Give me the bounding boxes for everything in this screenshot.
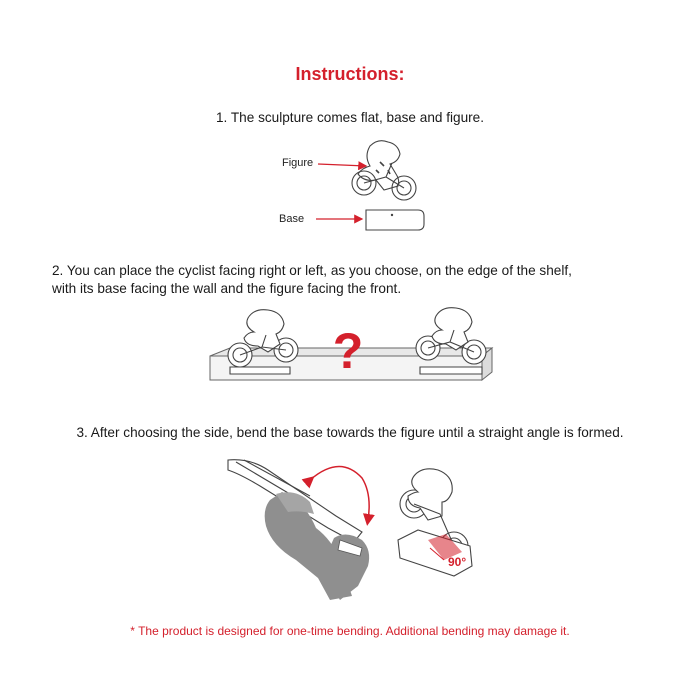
angle-label: 90° [448, 555, 467, 569]
page-title: Instructions: [295, 64, 405, 84]
figure-label: Figure [282, 157, 314, 169]
step-3-text: 3. After choosing the side, bend the base towards the figure until a straight angle is formed. [76, 425, 624, 440]
step-2-text-line-1: 2. You can place the cyclist facing right or left, as you choose, on the edge of the shelf, [52, 263, 572, 278]
question-mark-icon: ? [332, 323, 364, 379]
step-1-text: 1. The sculpture comes flat, base and figure. [216, 110, 484, 125]
footnote-warning: * The product is designed for one-time bending. Additional bending may damage it. [130, 624, 570, 638]
step-2-text-line-2: with its base facing the wall and the figure facing the front. [52, 281, 402, 296]
base-label: Base [279, 213, 305, 225]
